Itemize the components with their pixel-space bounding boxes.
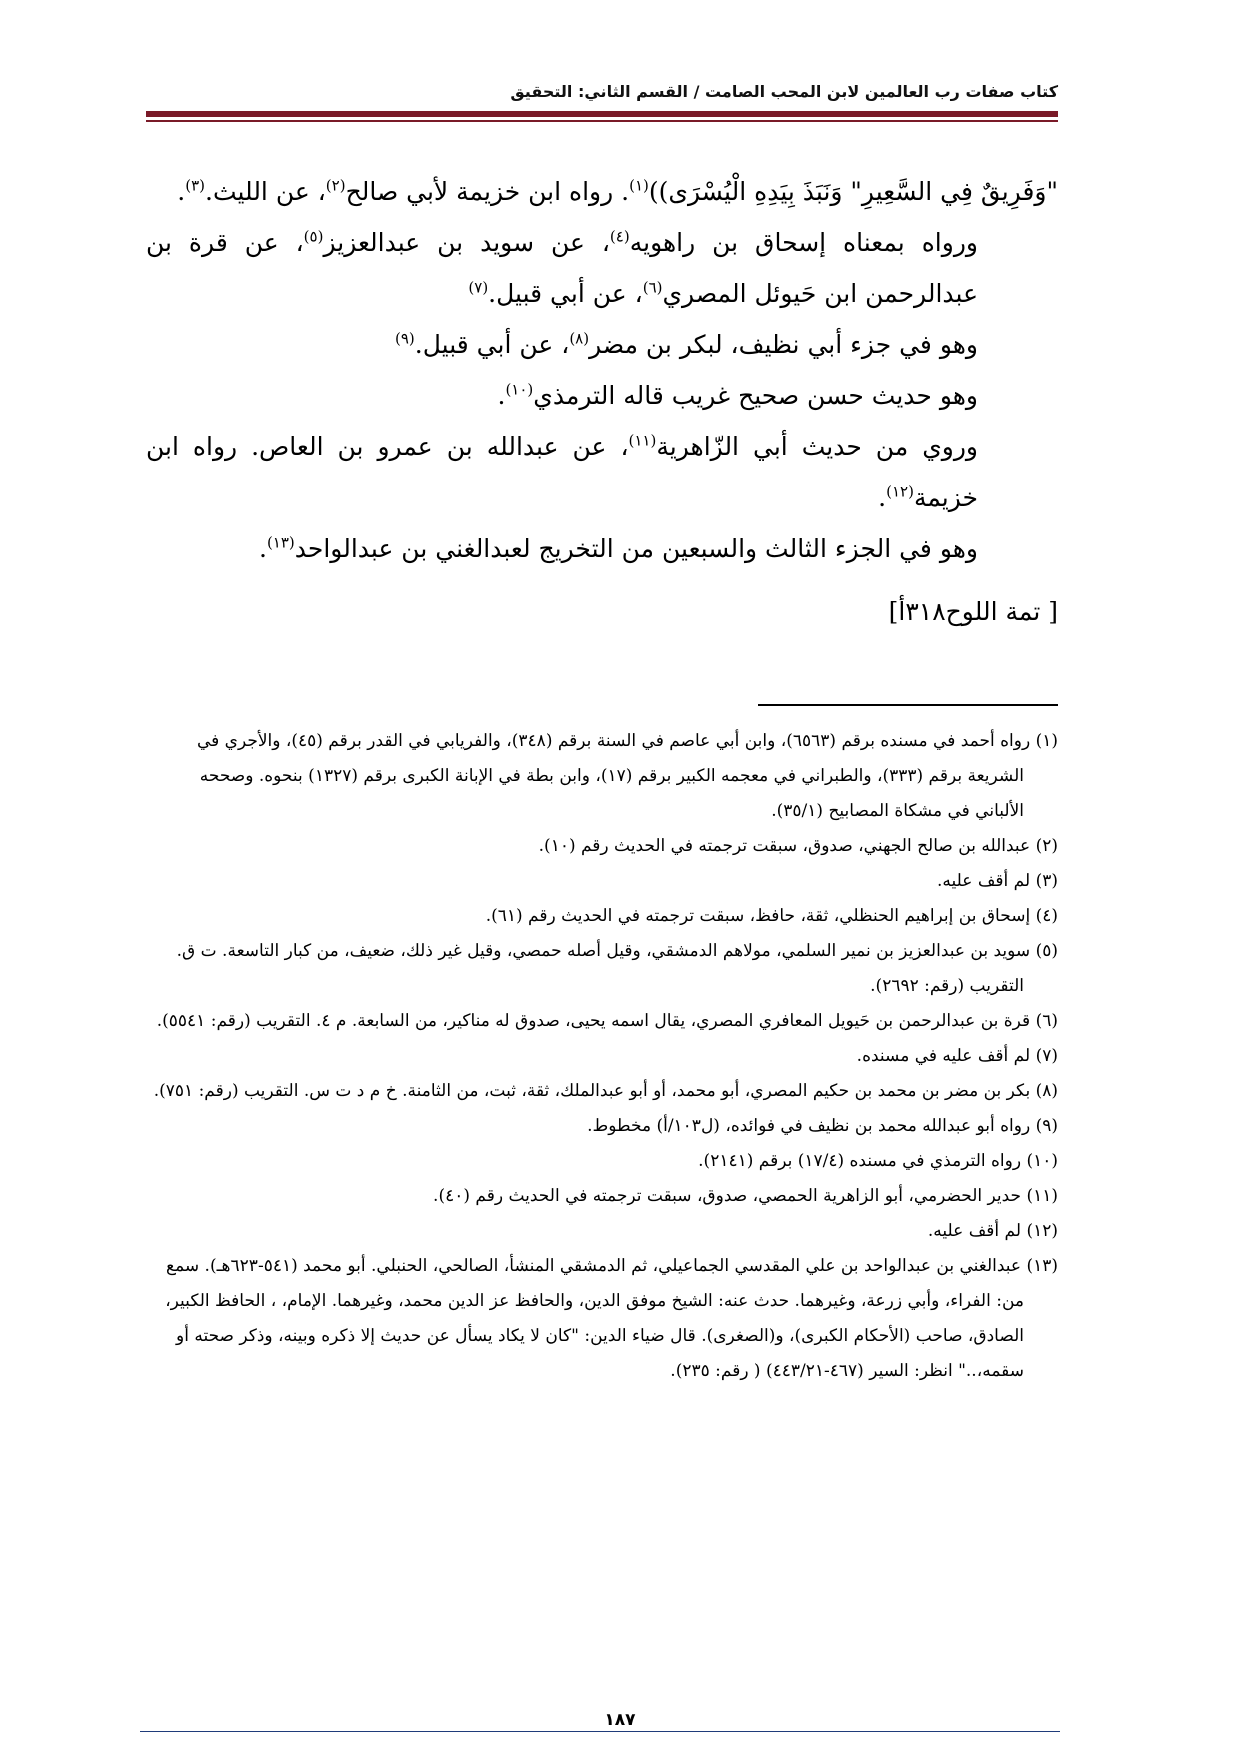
header-rule-thin: [146, 120, 1058, 122]
footnote-separator: [758, 704, 1058, 706]
footnote-item: (١٠) رواه الترمذي في مسنده (١٧/٤) برقم (٢١٤١).: [698, 1151, 1058, 1171]
footnotes: [146, 724, 1058, 1389]
text-run: ، عن عبدالله بن عمرو بن العاص. رواه ابن خزيمة: [146, 432, 978, 512]
paragraph-1: [146, 166, 1058, 217]
footnote-item: (٢) عبدالله بن صالح الجهني، صدوق، سبقت ترجمته في الحديث رقم (١٠).: [538, 836, 1058, 856]
footnote-item: (٨) بكر بن مضر بن محمد بن حكيم المصري، أبو محمد، أو أبو عبدالملك، ثقة، ثبت، من الثامنة. خ م د ت س. التقريب (رقم: ٧٥١).: [153, 1081, 1058, 1101]
footnote-item: (٩) رواه أبو عبدالله محمد بن نظيف في فوائده، (ل١٠٣/أ) مخطوط.: [587, 1116, 1058, 1136]
footnote-item: (٣) لم أقف عليه.: [937, 871, 1058, 891]
text-run: .: [878, 483, 887, 512]
footnote-ref: (٦): [642, 278, 663, 297]
text-run: .: [497, 381, 506, 410]
text-run: .: [177, 177, 186, 206]
footnote-item: (١٣) عبدالغني بن عبدالواحد بن علي المقدسي الجماعيلي، ثم الدمشقي المنشأ، الصالحي، الحنبلي. أبو محمد (٥٤١-٦٢٣هـ). سمع من: الفراء، وأبي زرعة، وغيرهما. حدث عنه: الشيخ موفق الدين، والحافظ عز الدين محمد، وغيرهما. الإمام، ، الحافظ الكبير، الصادق، صاحب (الأحكام الكبرى)، و(الصغرى). قال ضياء الدين: "كان لا يكاد يسأل عن حديث إلا ذكره وبينه، وذكر صحته أو سقمه،.." انظر: السير (٤٦٧-٤٤٣/٢١) ( رقم: ٢٣٥).: [165, 1256, 1058, 1381]
footnote-item: (٧) لم أقف عليه في مسنده.: [856, 1046, 1058, 1066]
footnote-ref: (١): [629, 176, 649, 195]
paragraph-5: [146, 421, 1058, 523]
footnote-item: (٦) قرة بن عبدالرحمن بن حَيويل المعافري المصري، يقال اسمه يحيى، صدوق له مناكير، من السابعة. م ٤. التقريب (رقم: ٥٥٤١).: [156, 1011, 1058, 1031]
text-run: ، عن الليث.: [205, 177, 326, 206]
footnote-item: (٥) سويد بن عبدالعزيز بن نمير السلمي، مولاهم الدمشقي، وقيل أصله حمصي، وقيل غير ذلك، ضعيف، من كبار التاسعة. ت ق. التقريب (رقم: ٢٦٩٢).: [176, 941, 1058, 996]
paragraph-4: [146, 370, 1058, 421]
page-number: ١٨٧: [604, 1710, 636, 1730]
text-run: ، عن أبي قبيل.: [488, 279, 643, 308]
footnote-ref: (٣): [185, 176, 205, 195]
text-run: ، عن أبي قبيل.: [414, 330, 570, 359]
text-run: وهو في الجزء الثالث والسبعين من التخريج لعبدالغني بن عبدالواحد: [294, 534, 978, 563]
footnote-ref: (١٢): [886, 482, 914, 501]
text-run: .: [258, 534, 267, 563]
text-run: . رواه ابن خزيمة لأبي صالح: [345, 177, 630, 206]
text-run: ، عن قرة بن عبدالرحمن ابن حَيوئل المصري: [146, 228, 978, 308]
text-run: ، عن سويد بن عبدالعزيز: [323, 228, 610, 257]
footnote-ref: (٨): [569, 329, 590, 348]
footnote-ref: (١١): [628, 431, 657, 450]
footnote-ref: (٢): [325, 176, 346, 195]
folio-marker: [ تمة اللوح٣١٨أ]: [888, 597, 1058, 626]
footnote-item: (١١) حدير الحضرمي، أبو الزاهرية الحمصي، صدوق، سبقت ترجمته في الحديث رقم (٤٠).: [433, 1186, 1058, 1206]
footnote-ref: (٤): [609, 227, 630, 246]
footnote-ref: (١٣): [266, 533, 295, 552]
footnote-ref: (٩): [395, 329, 415, 348]
paragraph-3: [146, 319, 1058, 370]
footnote-item: (١٢) لم أقف عليه.: [927, 1221, 1058, 1241]
footnote-item: (١) رواه أحمد في مسنده برقم (٦٥٦٣)، وابن أبي عاصم في السنة برقم (٣٤٨)، والفريابي في القدر برقم (٤٥)، والأجري في الشريعة برقم (٣٣٣)، والطبراني في معجمه الكبير برقم (١٧)، وابن بطة في الإبانة الكبرى برقم (١٣٢٧) بنحوه. وصححه الألباني في مشكاة المصابيح (٣٥/١).: [196, 731, 1058, 821]
text-run: وروي من حديث أبي الزّاهرية: [656, 432, 978, 461]
text-run: وهو حديث حسن صحيح غريب قاله الترمذي: [533, 381, 978, 410]
footnote-item: (٤) إسحاق بن إبراهيم الحنظلي، ثقة، حافظ، سبقت ترجمته في الحديث رقم (٦١).: [485, 906, 1058, 926]
footnote-ref: (١٠): [505, 380, 534, 399]
running-header: كتاب صفات رب العالمين لابن المحب الصامت / القسم الثاني: التحقيق: [510, 82, 1058, 101]
header-rule-thick: [146, 111, 1058, 117]
footnote-ref: (٥): [303, 227, 324, 246]
text-run: ورواه بمعناه إسحاق بن راهويه: [629, 228, 978, 257]
paragraph-6: [146, 523, 1058, 574]
text-run: "وَفَرِيقٌ فِي السَّعِيرِ" وَنَبَذَ بِيَدِهِ الْيُسْرَى)): [648, 177, 1058, 206]
footnote-ref: (٧): [468, 278, 489, 297]
paragraph-2: [146, 217, 1058, 319]
text-run: وهو في جزء أبي نظيف، لبكر بن مضر: [589, 330, 978, 359]
main-text: [146, 166, 1058, 637]
footer-rule: [140, 1731, 1060, 1732]
